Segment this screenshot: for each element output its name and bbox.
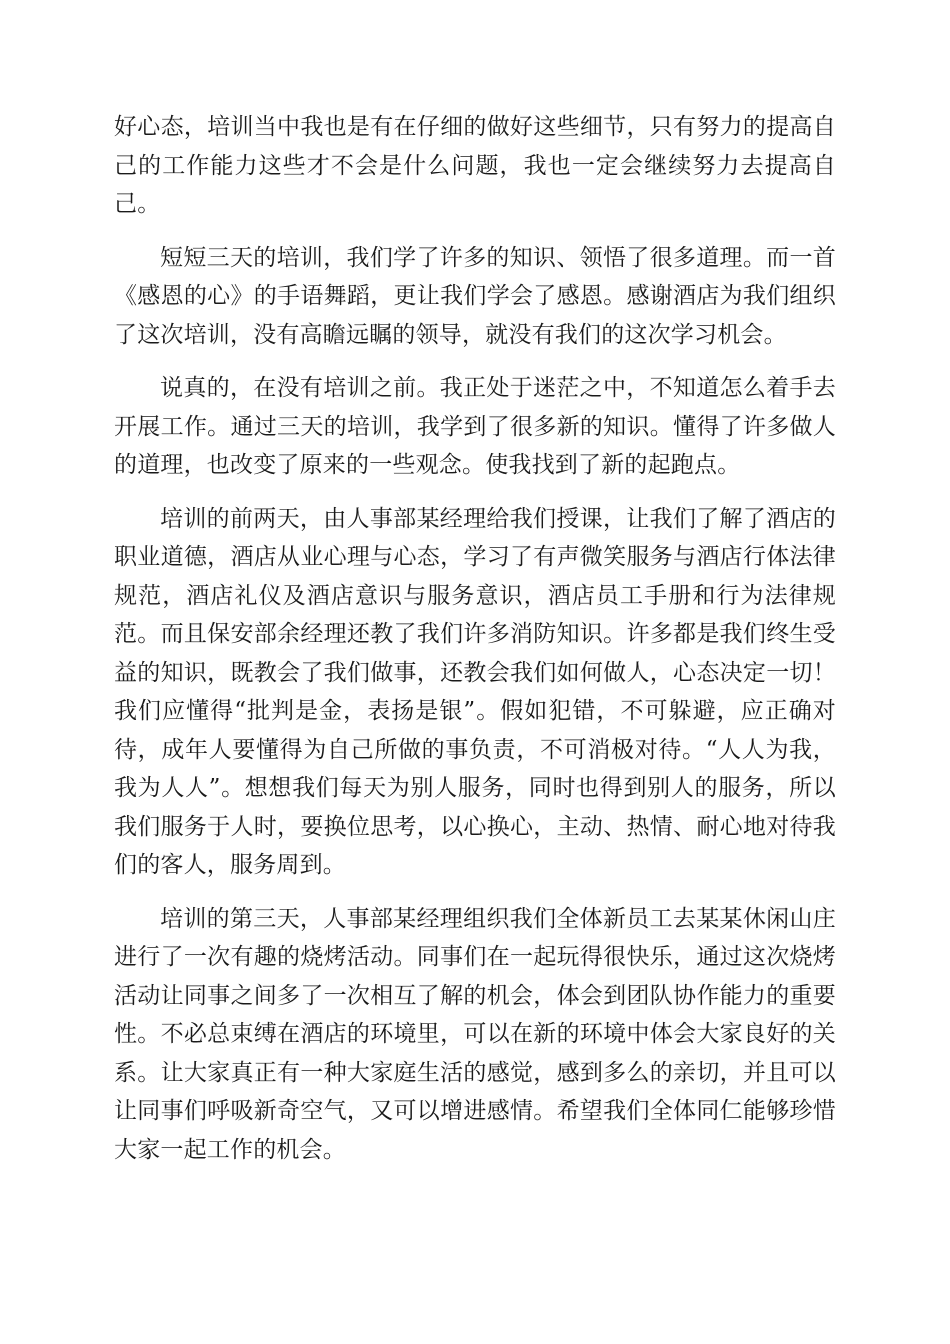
document-body xyxy=(114,108,836,1184)
paragraph-before-training: 说真的，在没有培训之前。我正处于迷茫之中，不知道怎么着手去开展工作。通过三天的培训，我学到了很多新的知识。懂得了许多做人的道理，也改变了原来的一些观念。使我找到了新的起跑点。 xyxy=(114,375,836,478)
paragraph-third-day: 培训的第三天，人事部某经理组织我们全体新员工去某某休闲山庄进行了一次有趣的烧烤活动。同事们在一起玩得很快乐，通过这次烧烤活动让同事之间多了一次相互了解的机会，体会到团队协作能力的重要性。不必总束缚在酒店的环境里，可以在新的环境中体会大家良好的关系。让大家真正有一种大家庭生活的感觉，感到多么的亲切，并且可以让同事们呼吸新奇空气，又可以增进感情。希望我们全体同仁能够珍惜大家一起工作的机会。 xyxy=(114,905,836,1163)
paragraph-first-two-days: 培训的前两天，由人事部某经理给我们授课，让我们了解了酒店的职业道德，酒店从业心理与心态，学习了有声微笑服务与酒店行体法律规范，酒店礼仪及酒店意识与服务意识，酒店员工手册和行为法律规范。而且保安部余经理还教了我们许多消防知识。许多都是我们终生受益的知识，既教会了我们做事，还教会我们如何做人，心态决定一切！我们应懂得“批判是金，表扬是银”。假如犯错，不可躲避，应正确对待，成年人要懂得为自己所做的事负责，不可消极对待。“人人为我，我为人人”。想想我们每天为别人服务，同时也得到别人的服务，所以我们服务于人时，要换位思考，以心换心，主动、热情、耐心地对待我们的客人，服务周到。 xyxy=(114,505,836,878)
paragraph-training-summary: 短短三天的培训，我们学了许多的知识、领悟了很多道理。而一首《感恩的心》的手语舞蹈，更让我们学会了感恩。感谢酒店为我们组织了这次培训，没有高瞻远瞩的领导，就没有我们的这次学习机会。 xyxy=(114,244,836,348)
paragraph-continuation: 好心态，培训当中我也是有在仔细的做好这些细节，只有努力的提高自己的工作能力这些才不会是什么问题，我也一定会继续努力去提高自己。 xyxy=(114,114,836,217)
